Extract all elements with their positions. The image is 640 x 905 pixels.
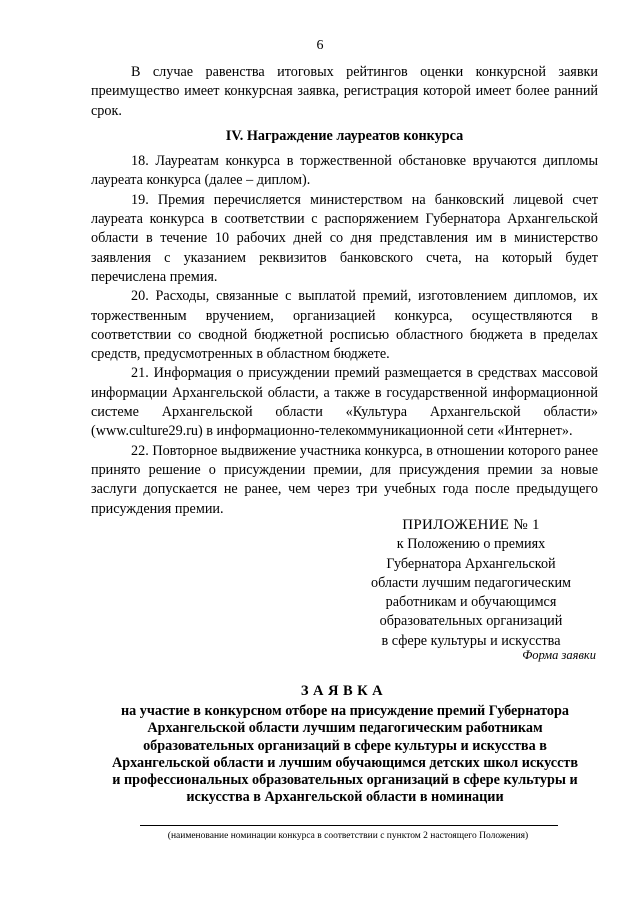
appendix-line: работникам и обучающимся bbox=[385, 594, 557, 611]
form-label: Форма заявки bbox=[522, 648, 596, 662]
application-subtitle: на участие в конкурсном отборе на присуждение премий Губернатора Архангельской области лучшим педагогическим работникам образовательных организаций в сфере культуры и искусства в Архангельской области и лучшим обучающимся детских школ искусств и профессиональных образовательных организаций в сфере культуры и искусства в Архангельской области в номинации bbox=[111, 703, 579, 806]
appendix-line: Губернатора Архангельской bbox=[386, 555, 556, 572]
page-number: 6 bbox=[316, 38, 324, 53]
document-body bbox=[91, 63, 598, 519]
nomination-caption: (наименование номинации конкурса в соответствии с пунктом 2 настоящего Положения) bbox=[167, 831, 529, 841]
paragraph-22: 22. Повторное выдвижение участника конкурса, в отношении которого ранее принято решение о присуждении премии, для присуждения премии за новые заслуги допускается не ранее, чем через три учебных года после предыдущего присуждения премии. bbox=[91, 442, 598, 517]
appendix-line: области лучшим педагогическим bbox=[370, 574, 572, 591]
paragraph-tie-rule: В случае равенства итоговых рейтингов оценки конкурсной заявки преимущество имеет конкурсная заявка, регистрация которой имеет более ранний срок. bbox=[91, 64, 598, 119]
appendix-line: к Положению о премиях bbox=[396, 536, 546, 553]
paragraph-18: 18. Лауреатам конкурса в торжественной обстановке вручаются дипломы лауреата конкурса (далее – диплом). bbox=[91, 153, 598, 189]
appendix-line: в сфере культуры и искусства bbox=[381, 632, 561, 649]
paragraph-20: 20. Расходы, связанные с выплатой премий, изготовлением дипломов, их торжественным вручением, организацией конкурса, осуществляются в соответствии со сводной бюджетной росписью областного бюджета в пределах средств, предусмотренных в областном бюджете. bbox=[91, 288, 598, 363]
nomination-fill-line bbox=[140, 825, 558, 826]
appendix-line: образовательных организаций bbox=[379, 613, 563, 630]
paragraph-19: 19. Премия перечисляется министерством на банковский лицевой счет лауреата конкурса в соответствии с распоряжением Губернатора Архангельской области в течение 10 рабочих дней со дня представления им в министерство заявления с указанием реквизитов банковского счета, на который будет перечислена премия. bbox=[91, 191, 598, 285]
application-title: ЗАЯВКА bbox=[300, 683, 388, 699]
section-heading: IV. Награждение лауреатов конкурса bbox=[225, 127, 464, 144]
paragraph-21: 21. Информация о присуждении премий размещается в средствах массовой информации Архангельской области, а также в государственной информационной системе Архангельской области «Культура Архангельской области» (www.culture29.ru) в информационно-телекоммуникационной сети «Интернет». bbox=[91, 365, 598, 440]
appendix-header bbox=[340, 516, 602, 651]
appendix-title: ПРИЛОЖЕНИЕ № 1 bbox=[402, 517, 540, 533]
